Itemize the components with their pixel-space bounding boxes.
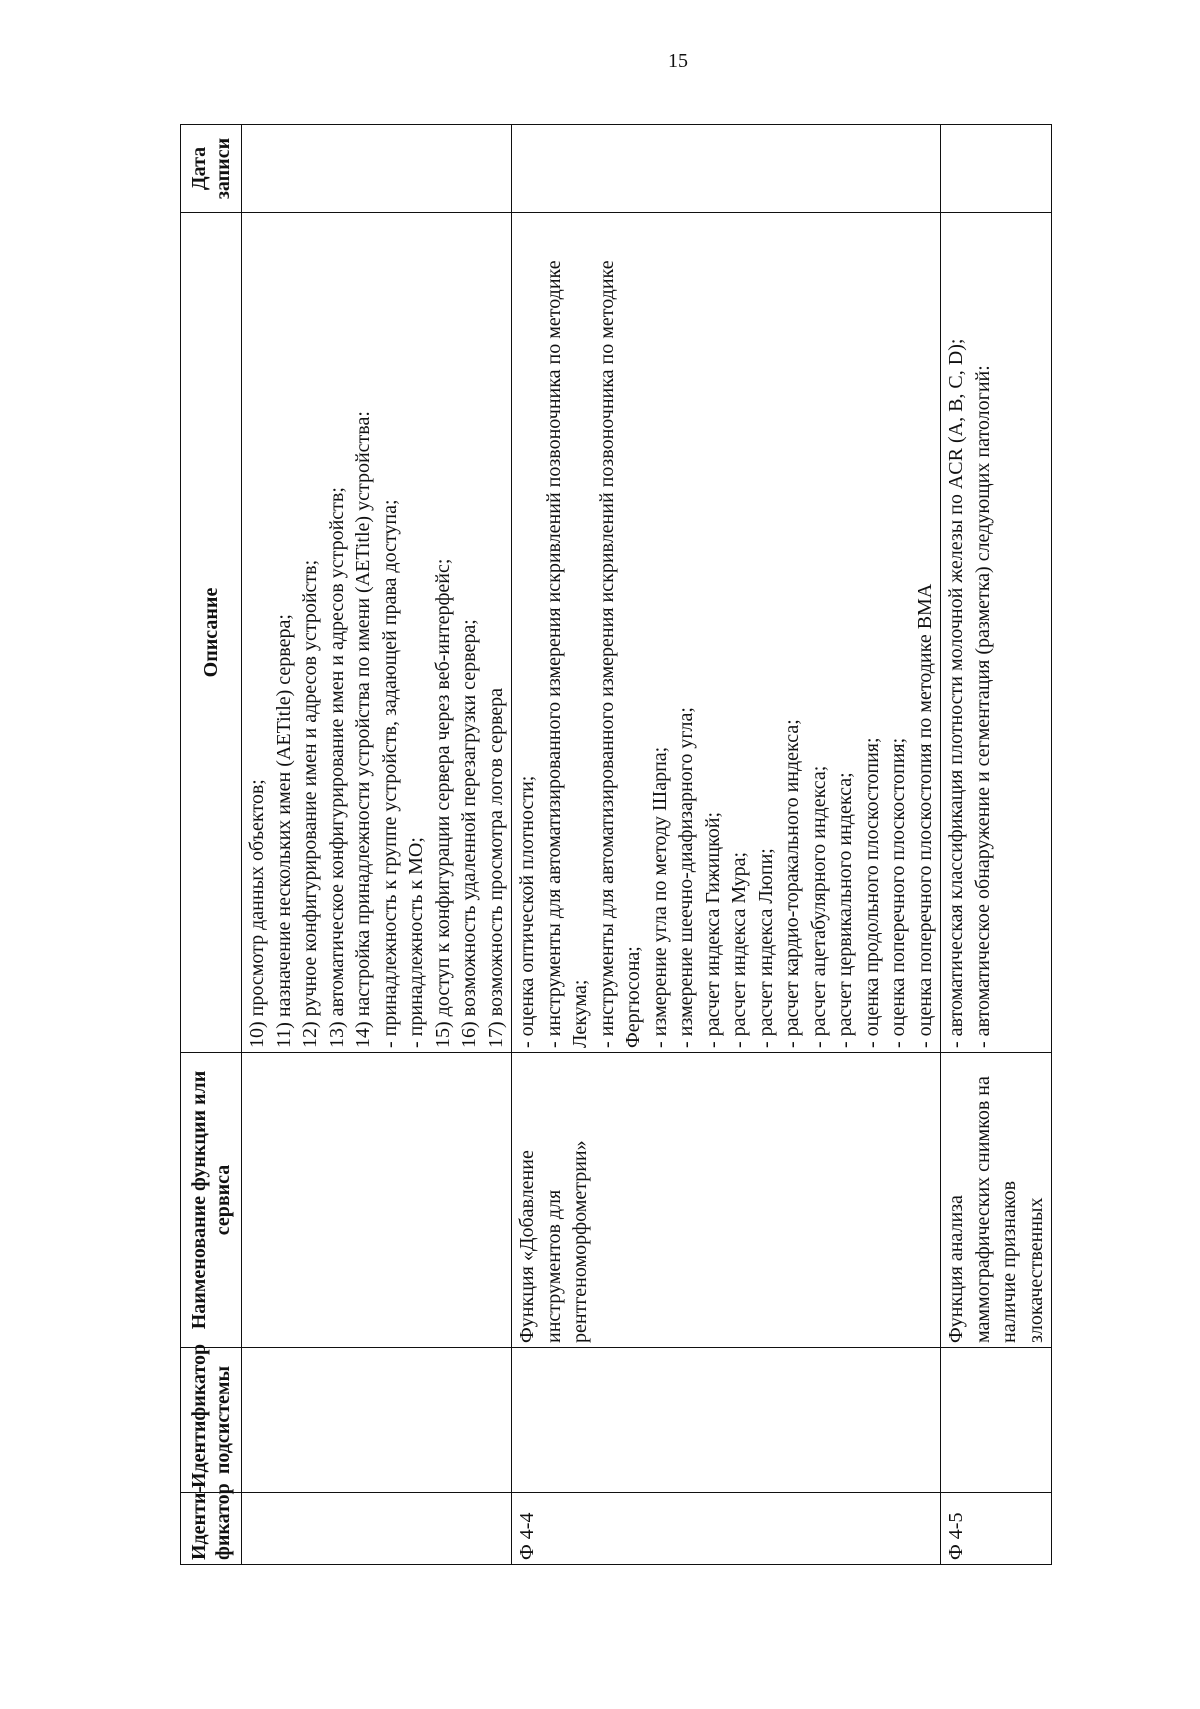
description-line: - оценка поперечного плоскостопия по методике ВМА	[913, 583, 936, 1048]
description-line: - оценка оптической плотности;	[516, 775, 538, 1048]
description-line: - расчет кардио-торакального индекса;	[781, 719, 803, 1048]
cell-name	[242, 1053, 512, 1348]
description-line: 13) автоматическое конфигурирование имен и адресов устройств;	[325, 487, 348, 1048]
description-line: - автоматическая классификация плотности молочной железы по ACR (A, B, C, D);	[945, 338, 967, 1048]
description-line: - расчет индекса Люпи;	[754, 848, 777, 1048]
description-line: - принадлежность к группе устройств, задающей права доступа;	[378, 499, 401, 1048]
cell-date	[941, 125, 1052, 213]
description-line: - оценка продольного плоскостопия;	[860, 737, 883, 1048]
cell-date	[242, 125, 512, 213]
description-line: - измерение угла по методу Шарпа;	[648, 746, 671, 1048]
cell-description	[512, 213, 941, 1053]
cell-subsystem	[941, 1348, 1052, 1493]
page-number: 15	[668, 50, 688, 72]
description-line: - расчет цервикального индекса;	[834, 772, 856, 1048]
description-line: - оценка поперечного плоскостопия;	[887, 737, 909, 1048]
description-line: 12) ручное конфигурирование имен и адресов устройств;	[299, 559, 321, 1048]
cell-id	[242, 1493, 512, 1565]
description-line: - измерение шеечно-диафизарного угла;	[675, 707, 697, 1048]
description-line: 16) возможность удаленной перезагрузки сервера;	[458, 619, 480, 1048]
functions-table	[180, 124, 1052, 1565]
description-line: 15) доступ к конфигурации сервера через веб-интерфейс;	[431, 558, 454, 1048]
description-line: 10) просмотр данных объектов;	[246, 779, 268, 1048]
rotated-table-area	[180, 125, 1120, 1565]
description-line: - принадлежность к МО;	[405, 837, 427, 1048]
header-subsystem: Идентификатор подсистемы	[181, 1348, 242, 1493]
cell-description	[941, 213, 1052, 1053]
table-row	[941, 125, 1052, 1565]
function-name: Функция «Добавление инструментов для рентгеноморфометрии»	[516, 1140, 591, 1343]
cell-description	[242, 213, 512, 1053]
header-date: Дата записи	[181, 125, 242, 213]
description-line: - расчет ацетабулярного индекса;	[807, 765, 830, 1048]
cell-name	[512, 1053, 941, 1348]
cell-id: Ф 4-5	[941, 1493, 1052, 1565]
description-line: 14) настройка принадлежности устройства по имени (AETitle) устройства:	[352, 411, 374, 1048]
header-id: Иденти-фикатор	[181, 1493, 242, 1565]
description-line: 11) назначение нескольких имен (AETitle) сервера;	[272, 614, 295, 1048]
table-row	[512, 125, 941, 1565]
cell-date	[512, 125, 941, 213]
description-line: 17) возможность просмотра логов сервера	[484, 687, 507, 1048]
header-description: Описание	[181, 213, 242, 1053]
description-line: - расчет индекса Мура;	[728, 851, 750, 1048]
description-line: - инструменты для автоматизированного измерения искривлений позвоночника по методике Фергюсона;	[595, 260, 644, 1048]
cell-id: Ф 4-4	[512, 1493, 941, 1565]
cell-name	[941, 1053, 1052, 1348]
cell-subsystem	[512, 1348, 941, 1493]
description-line: - расчет индекса Гижицкой;	[701, 811, 724, 1048]
description-line: - инструменты для автоматизированного измерения искривлений позвоночника по методике Лекума;	[542, 260, 591, 1048]
cell-subsystem	[242, 1348, 512, 1493]
table-row	[242, 125, 512, 1565]
header-name: Наименование функции или сервиса	[181, 1053, 242, 1348]
description-line: - автоматическое обнаружение и сегментация (разметка) следующих патологий:	[971, 365, 994, 1048]
function-name: Функция анализа маммографических снимков на наличие признаков злокачественных	[945, 1076, 1047, 1343]
table-header-row	[181, 125, 242, 1565]
